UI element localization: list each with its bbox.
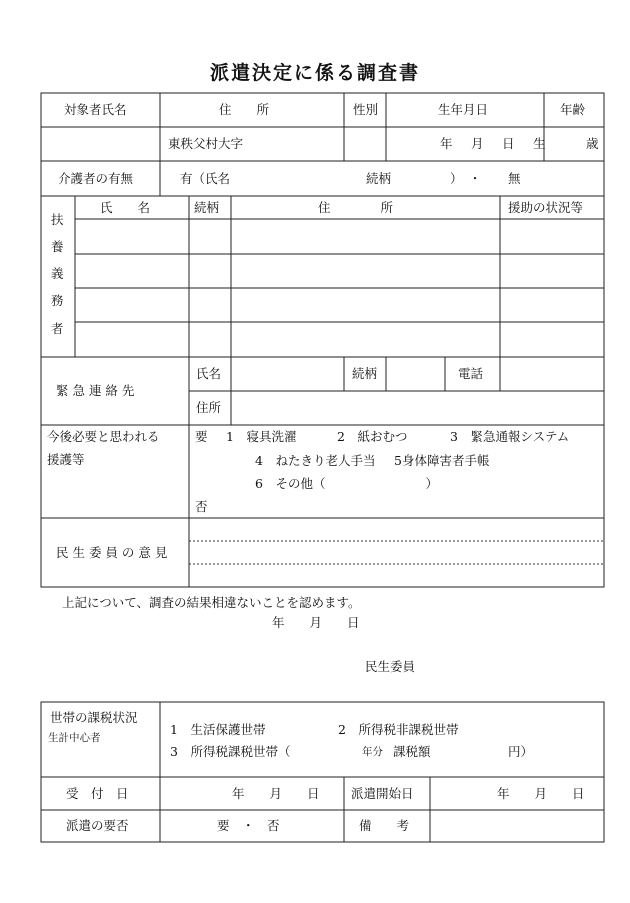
reception-date: 年 月 日 [232,786,320,801]
caregiver-no: 無 [508,171,521,186]
dependents-col-relation: 続柄 [194,200,220,215]
dispatch-need-label: 派遣の要否 [66,818,129,833]
dependents-label-2: 養 [51,239,64,254]
tax-option-3: 3 所得税課税世帯（ [170,744,291,759]
future-care-not-needed: 否 [195,499,208,514]
certification-statement: 上記について、調査の結果相違ないことを認めます。 [62,595,361,610]
header-address: 住 所 [219,102,270,117]
remarks-label: 備 考 [359,818,410,833]
dependents-col-support: 援助の状況等 [508,200,584,215]
welfare-opinion-label: 民 生 委 員 の 意 見 [56,545,168,560]
tax-option-1: 1 生活保護世帯 [170,722,266,737]
caregiver-yes-prefix: 有（氏名 [180,171,231,186]
caregiver-label: 介護者の有無 [58,171,134,186]
care-option-6: 6 その他（ ） [255,476,438,491]
address-value: 東秩父村大字 [168,136,244,151]
dependents-label-1: 扶 [51,212,64,227]
emergency-label: 緊 急 連 絡 先 [56,383,135,398]
age-unit: 歳 [586,136,599,151]
dispatch-start-label: 派遣開始日 [351,786,414,801]
dependents-col-address: 住 所 [318,200,394,215]
tax-yen: 円） [508,744,534,759]
emergency-relation: 続柄 [352,366,378,381]
document-title: 派遣決定に係る調査書 [209,62,420,84]
caregiver-close: ） ・ [450,171,482,186]
dependents-label-3: 義 [51,266,64,281]
reception-label: 受 付 日 [66,786,129,801]
dependents-col-name: 氏 名 [100,200,151,215]
emergency-name: 氏名 [196,366,222,381]
dispatch-need-value: 要 ・ 否 [217,818,280,833]
caregiver-relation: 続柄 [366,171,392,186]
header-gender: 性別 [353,102,379,117]
birthdate-format: 年 月 日 生 [440,136,549,151]
header-subject-name: 対象者氏名 [64,102,127,117]
care-option-5: 5身体障害者手帳 [394,453,490,468]
emergency-phone: 電話 [458,366,484,381]
dispatch-start-date: 年 月 日 [497,786,585,801]
header-birthdate: 生年月日 [438,102,489,117]
emergency-address: 住所 [196,400,222,415]
care-option-3: 3 緊急通報システム [450,429,570,444]
care-option-1: 1 寝具洗濯 [226,429,297,444]
tax-status-sublabel: 生計中心者 [48,732,101,744]
tax-amount-label: 課税額 [393,744,431,759]
certification-date: 年 月 日 [272,615,360,630]
tax-year-part: 年分 [362,746,383,758]
care-option-4: 4 ねたきり老人手当 [255,453,376,468]
header-age: 年齢 [560,102,586,117]
tax-option-2: 2 所得税非課税世帯 [338,722,459,737]
dependents-label-4: 務 [51,293,64,308]
dependents-label-5: 者 [51,321,64,336]
care-option-2: 2 紙おむつ [337,429,408,444]
future-care-label-2: 援護等 [47,452,85,467]
future-care-label-1: 今後必要と思われる [47,429,160,444]
future-care-need: 要 [195,429,208,444]
tax-status-label: 世帯の課税状況 [50,710,138,725]
commissioner-label: 民生委員 [365,659,416,674]
